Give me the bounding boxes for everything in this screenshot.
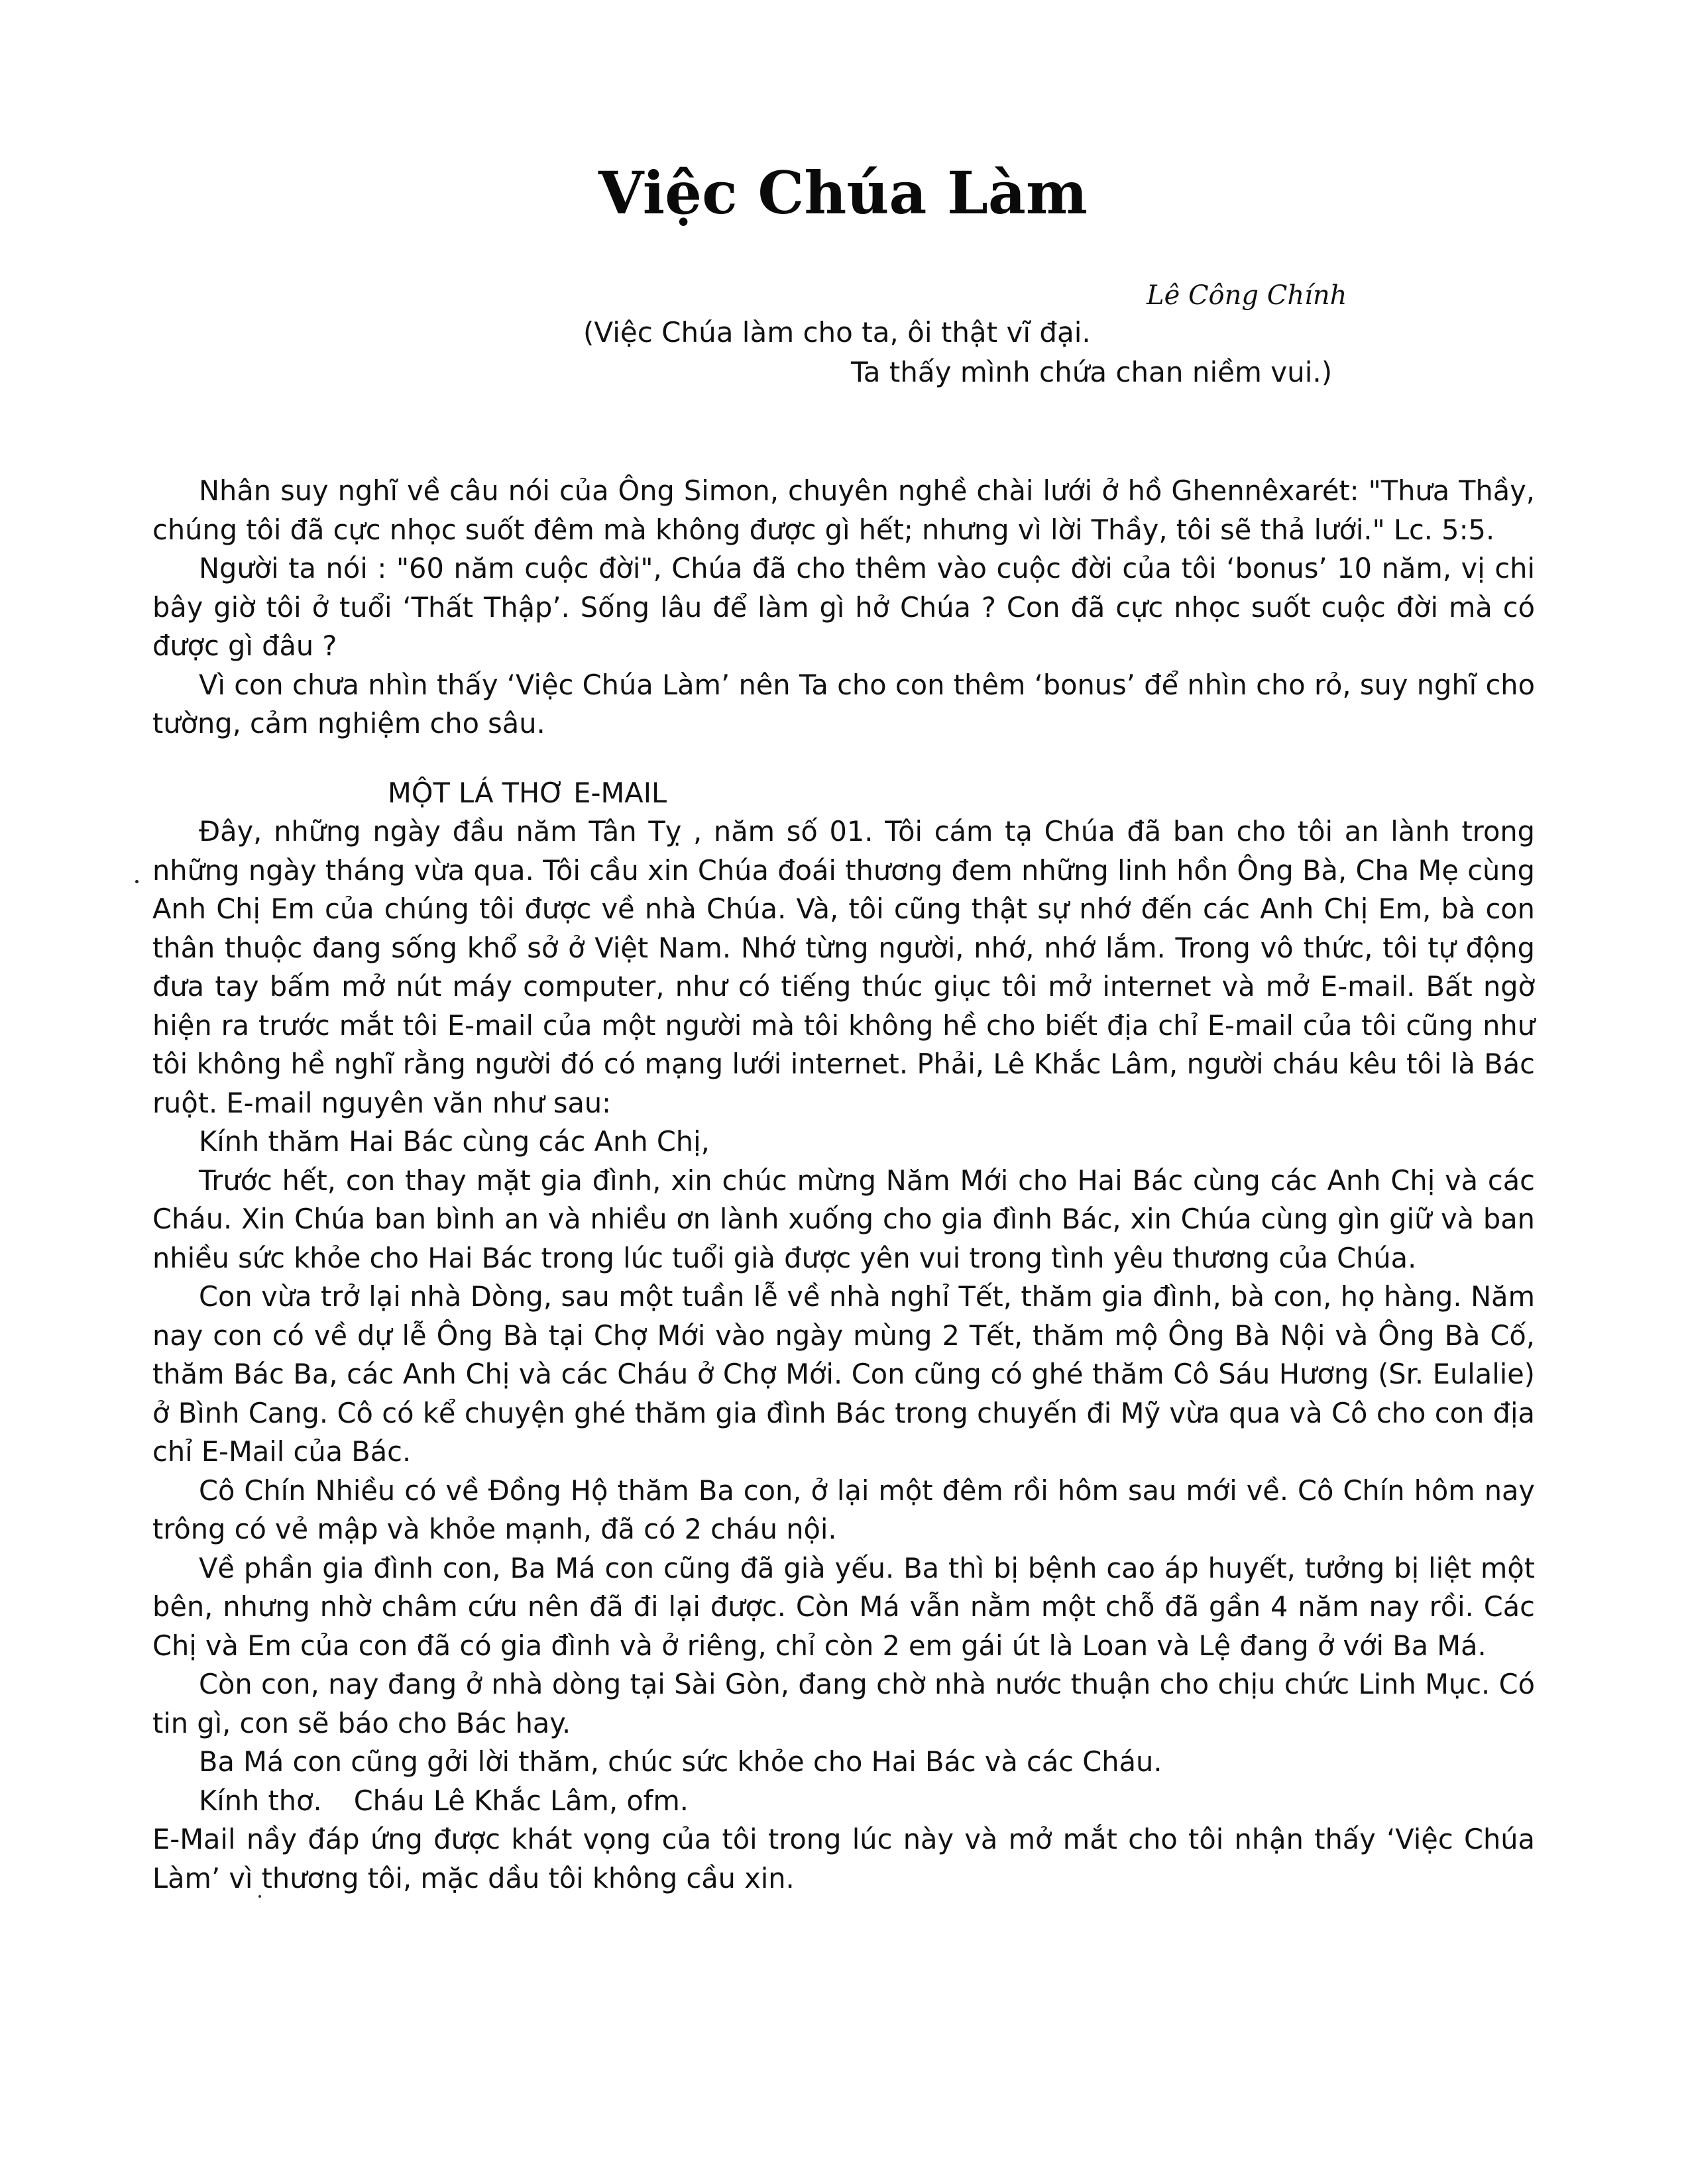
spacer [152,743,1535,774]
letter-paragraph-3: Cô Chín Nhiều có về Đồng Hộ thăm Ba con, ở lại một đêm rồi hôm sau mới về. Cô Chín hôm nay trông có vẻ mập và khỏe mạnh, đã có 2 cháu nội. [152,1474,1535,1545]
signoff-greeting: Kính thơ. [199,1784,322,1817]
epigraph [583,313,1332,392]
letter-paragraph-5: Còn con, nay đang ở nhà dòng tại Sài Gòn, đang chờ nhà nước thuận cho chịu chức Linh Mục. Có tin gì, con sẽ báo cho Bác hay. [152,1668,1535,1739]
scan-speck [135,880,139,883]
letter-paragraph-4: Về phần gia đình con, Ba Má con cũng đã già yếu. Ba thì bị bệnh cao áp huyết, tưởng bị liệt một bên, nhưng nhờ châm cứu nên đã đi lại được. Còn Má vẫn nằm một chỗ đã gần 4 năm nay rồi. Các Chị và Em của con đã có gia đình và ở riêng, chỉ còn 2 em gái út là Loan và Lệ đang ở với Ba Má. [152,1551,1535,1662]
scan-speck [258,1895,261,1898]
article-body [152,472,1535,1898]
signoff-name: Cháu Lê Khắc Lâm, ofm. [353,1784,689,1817]
page-title: Việc Chúa Làm [598,158,1088,227]
epigraph-line-1: (Việc Chúa làm cho ta, ôi thật vĩ đại. [583,316,1091,349]
letter-salutation: Kính thăm Hai Bác cùng các Anh Chị, [199,1125,710,1158]
intro-paragraph-2: Người ta nói : "60 năm cuộc đời", Chúa đã cho thêm vào cuộc đời của tôi ‘bonus’ 10 năm, vị chi bây giờ tôi ở tuổi ‘Thất Thập’. Sống lâu để làm gì hở Chúa ? Con đã cực nhọc suốt cuộc đời mà có được gì đâu ? [152,552,1535,662]
intro-paragraph-3: Vì con chưa nhìn thấy ‘Việc Chúa Làm’ nên Ta cho con thêm ‘bonus’ để nhìn cho rỏ, suy nghĩ cho tường, cảm nghiệm cho sâu. [152,668,1535,739]
letter-paragraph-6: Ba Má con cũng gởi lời thăm, chúc sức khỏe cho Hai Bác và các Cháu. [199,1745,1162,1778]
epigraph-line-2: Ta thấy mình chứa chan niềm vui.) [851,356,1333,388]
author-name: Lê Công Chính [1147,280,1347,311]
letter-paragraph-1: Trước hết, con thay mặt gia đình, xin chúc mừng Năm Mới cho Hai Bác cùng các Anh Chị và các Cháu. Xin Chúa ban bình an và nhiều ơn lành xuống cho gia đình Bác, xin Chúa cùng gìn giữ và ban nhiều sức khỏe cho Hai Bác trong lúc tuổi già được yên vui trong tình yêu thương của Chúa. [152,1164,1535,1274]
closing-paragraph: E-Mail nầy đáp ứng được khát vọng của tôi trong lúc này và mở mắt cho tôi nhận thấy ‘Việc Chúa Làm’ vì thương tôi, mặc dầu tôi không cầu xin. [152,1823,1535,1894]
letter-signoff [152,1782,1535,1821]
intro-paragraph-1: Nhân suy nghĩ về câu nói của Ông Simon, chuyên nghề chài lưới ở hồ Ghennêxarét: "Thưa Thầy, chúng tôi đã cực nhọc suốt đêm mà không được gì hết; nhưng vì lời Thầy, tôi sẽ thả lưới." Lc. 5:5. [152,474,1535,546]
section-heading: MỘT LÁ THƠ E-MAIL [388,776,667,809]
section-paragraph-1: Đây, những ngày đầu năm Tân Tỵ , năm số 01. Tôi cám tạ Chúa đã ban cho tôi an lành trong những ngày tháng vừa qua. Tôi cầu xin Chúa đoái thương đem những linh hồn Ông Bà, Cha Mẹ cùng Anh Chị Em của chúng tôi được về nhà Chúa. Và, tôi cũng thật sự nhớ đến các Anh Chị Em, bà con thân thuộc đang sống khổ sở ở Việt Nam. Nhớ từng người, nhớ, nhớ lắm. Trong vô thức, tôi tự động đưa tay bấm mở nút máy computer, như có tiếng thúc giục tôi mở internet và mở E-mail. Bất ngờ hiện ra trước mắt tôi E-mail của một người mà tôi không hề cho biết địa chỉ E-mail của tôi cũng như tôi không hề nghĩ rằng người đó có mạng lưới internet. Phải, Lê Khắc Lâm, người cháu kêu tôi là Bác ruột. E-mail nguyên văn như sau: [152,815,1535,1119]
letter-paragraph-2: Con vừa trở lại nhà Dòng, sau một tuần lễ về nhà nghỉ Tết, thăm gia đình, bà con, họ hàng. Năm nay con có về dự lễ Ông Bà tại Chợ Mới vào ngày mùng 2 Tết, thăm mộ Ông Bà Nội và Ông Bà Cố, thăm Bác Ba, các Anh Chị và các Cháu ở Chợ Mới. Con cũng có ghé thăm Cô Sáu Hương (Sr. Eulalie) ở Bình Cang. Cô có kể chuyện ghé thăm gia đình Bác trong chuyến đi Mỹ vừa qua và Cô cho con địa chỉ E-Mail của Bác. [152,1280,1535,1468]
